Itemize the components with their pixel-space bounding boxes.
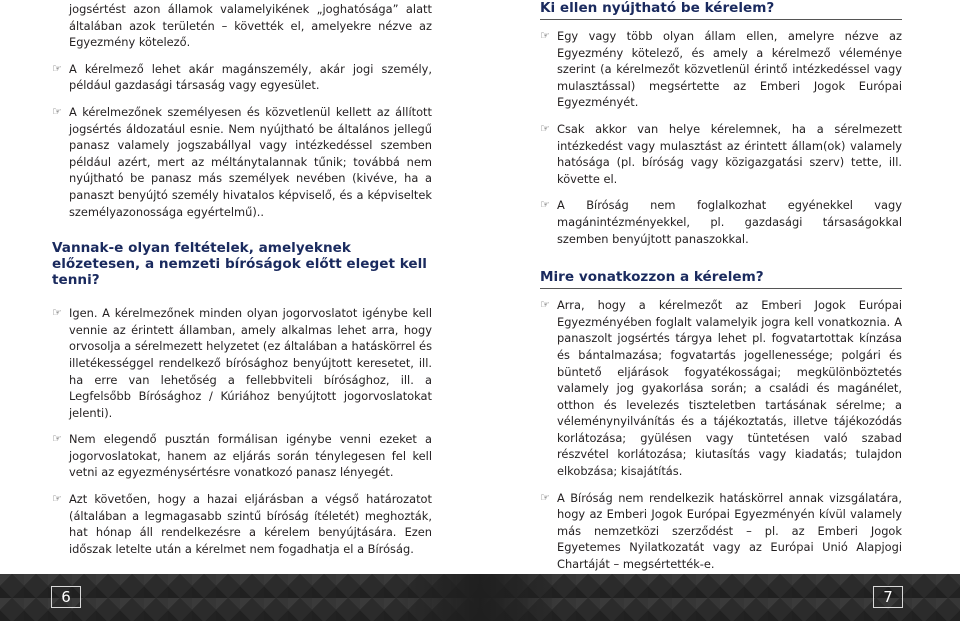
pointing-hand-icon: ☞ — [540, 121, 550, 135]
right-bullet-2: ☞ Csak akkor van helye kérelemnek, ha a sérelmezett intézkedést vagy mulasztást az érintett állam(ok) valamely hatósága (pl. bíróság vagy közigazgatási szerv) tette, ill. követte el. — [540, 121, 902, 186]
pointing-hand-icon: ☞ — [540, 29, 550, 42]
left-bullet-3: ☞ Igen. A kérelmezőnek minden olyan jogorvoslatot igénybe kell vennie az érintett államban, amely alkalmas lehet arra, hogy orvosolja a sérelmezett helyzetet (ez általában a hatáskörrel és illetékességgel rendelkező bírósághoz benyújtott keresetet, ill. ha erre van lehetőség a fellebbviteli bírósághoz, ill. a Legfelsőbb Bírósághoz / Kúriához benyújtott jogorvoslatokat jelenti). — [52, 306, 432, 420]
left-column — [52, 0, 432, 567]
left-heading: Vannak-e olyan feltételek, amelyeknek előzetesen, a nemzeti bíróságok előtt eleget kell tenni? — [52, 240, 427, 289]
right-heading-2: Mire vonatkozzon a kérelem? — [540, 269, 902, 289]
pointing-hand-icon: ☞ — [52, 104, 62, 118]
right-column — [540, 0, 902, 583]
right-heading-1: Ki ellen nyújtható be kérelem? — [540, 0, 902, 20]
page-footer — [0, 574, 960, 621]
page-number-left: 6 — [51, 586, 81, 608]
pointing-hand-icon: ☞ — [540, 490, 550, 504]
pointing-hand-icon: ☞ — [52, 306, 62, 320]
footer-divider — [400, 574, 560, 621]
intro-text: jogsértést azon államok valamelyikének „joghatósága” alatt általában azok területén – követték el, amelyekre nézve az Egyezmény kötelező. — [69, 2, 432, 50]
left-bullet-2: ☞ A kérelmezőnek személyesen és közvetlenül kellett az állított jogsértés áldozatául esnie. Nem nyújtható be általános jellegű panasz valamely jogszabállyal vagy intézkedéssel szemben például azért, mert az méltánytalannak tűnik; továbbá nem nyújtható be panasz más személyek nevében (kivéve, ha a panaszt benyújtó személy hivatalos képviselő, és a képviseltek személyazonossága egyértelmű).. — [52, 104, 432, 219]
right-bullet-5: ☞ A Bíróság nem rendelkezik hatáskörrel annak vizsgálatára, hogy az Emberi Jogok Európai Egyezményén kívül valamely más nemzetközi szerződést – pl. az Emberi Jogok Egyetemes Nyilatkozatát vagy az Európai Unió Alapjogi Chartáját – megsértették-e. — [540, 490, 902, 572]
pointing-hand-icon: ☞ — [52, 492, 62, 506]
right-bullet-1: ☞ Egy vagy több olyan állam ellen, amelyre nézve az Egyezmény kötelező, és amely a kérelmező véleménye szerint (a kérelmezőt közvetlenül érintő intézkedéssel vagy mulasztással) megsértette az Emberi Jogok Európai Egyezményét. — [540, 29, 902, 110]
left-bullet-5: ☞ Azt követően, hogy a hazai eljárásban a végső határozatot (általában a legmagasabb szintű bíróság ítéletét) meghozták, hat hónap áll rendelkezésre a kérelem benyújtására. Ezen időszak letelte után a kérelmet nem fogadhatja el a Bíróság. — [52, 492, 432, 556]
right-bullet-4: ☞ Arra, hogy a kérelmezőt az Emberi Jogok Európai Egyezményében foglalt valamelyik jogra kell vonatkoznia. A panaszolt jogsértés tárgya lehet pl. fogvatartottak kínzása és bántalmazása; fogvatartás jogellenessége; polgári és büntető eljárások fogyatékosságai; megkülönböztetés valamely jog gyakorlása során; a családi és magánélet, otthon és levelezés tiszteletben tartásának sérelme; a véleménynyilvánítás és a tájékoztatás, illetve tájékozódás korlátozása; gyülésen vagy tüntetésen való szabad részvétel korlátozása; kiutasítás vagy kiadatás; tulajdon elkobzása; kisajátítás. — [540, 298, 902, 479]
left-bullet-4: ☞ Nem elegendő pusztán formálisan igénybe venni ezeket a jogorvoslatokat, hanem az eljárás során ténylegesen fel kell vetni az egyezménysértésre vonatkozó panasz lényegét. — [52, 432, 432, 480]
page-number-right: 7 — [873, 586, 903, 608]
pointing-hand-icon: ☞ — [540, 198, 550, 212]
pointing-hand-icon: ☞ — [52, 61, 62, 75]
pointing-hand-icon: ☞ — [540, 298, 550, 312]
left-bullet-1: ☞ A kérelmező lehet akár magánszemély, akár jogi személy, például gazdasági társaság vagy egyesület. — [52, 61, 432, 93]
right-bullet-3: ☞ A Bíróság nem foglalkozhat egyénekkel vagy magánintézményekkel, pl. gazdasági társaságokkal szemben benyújtott panaszokkal. — [540, 198, 902, 246]
pointing-hand-icon: ☞ — [52, 432, 62, 446]
